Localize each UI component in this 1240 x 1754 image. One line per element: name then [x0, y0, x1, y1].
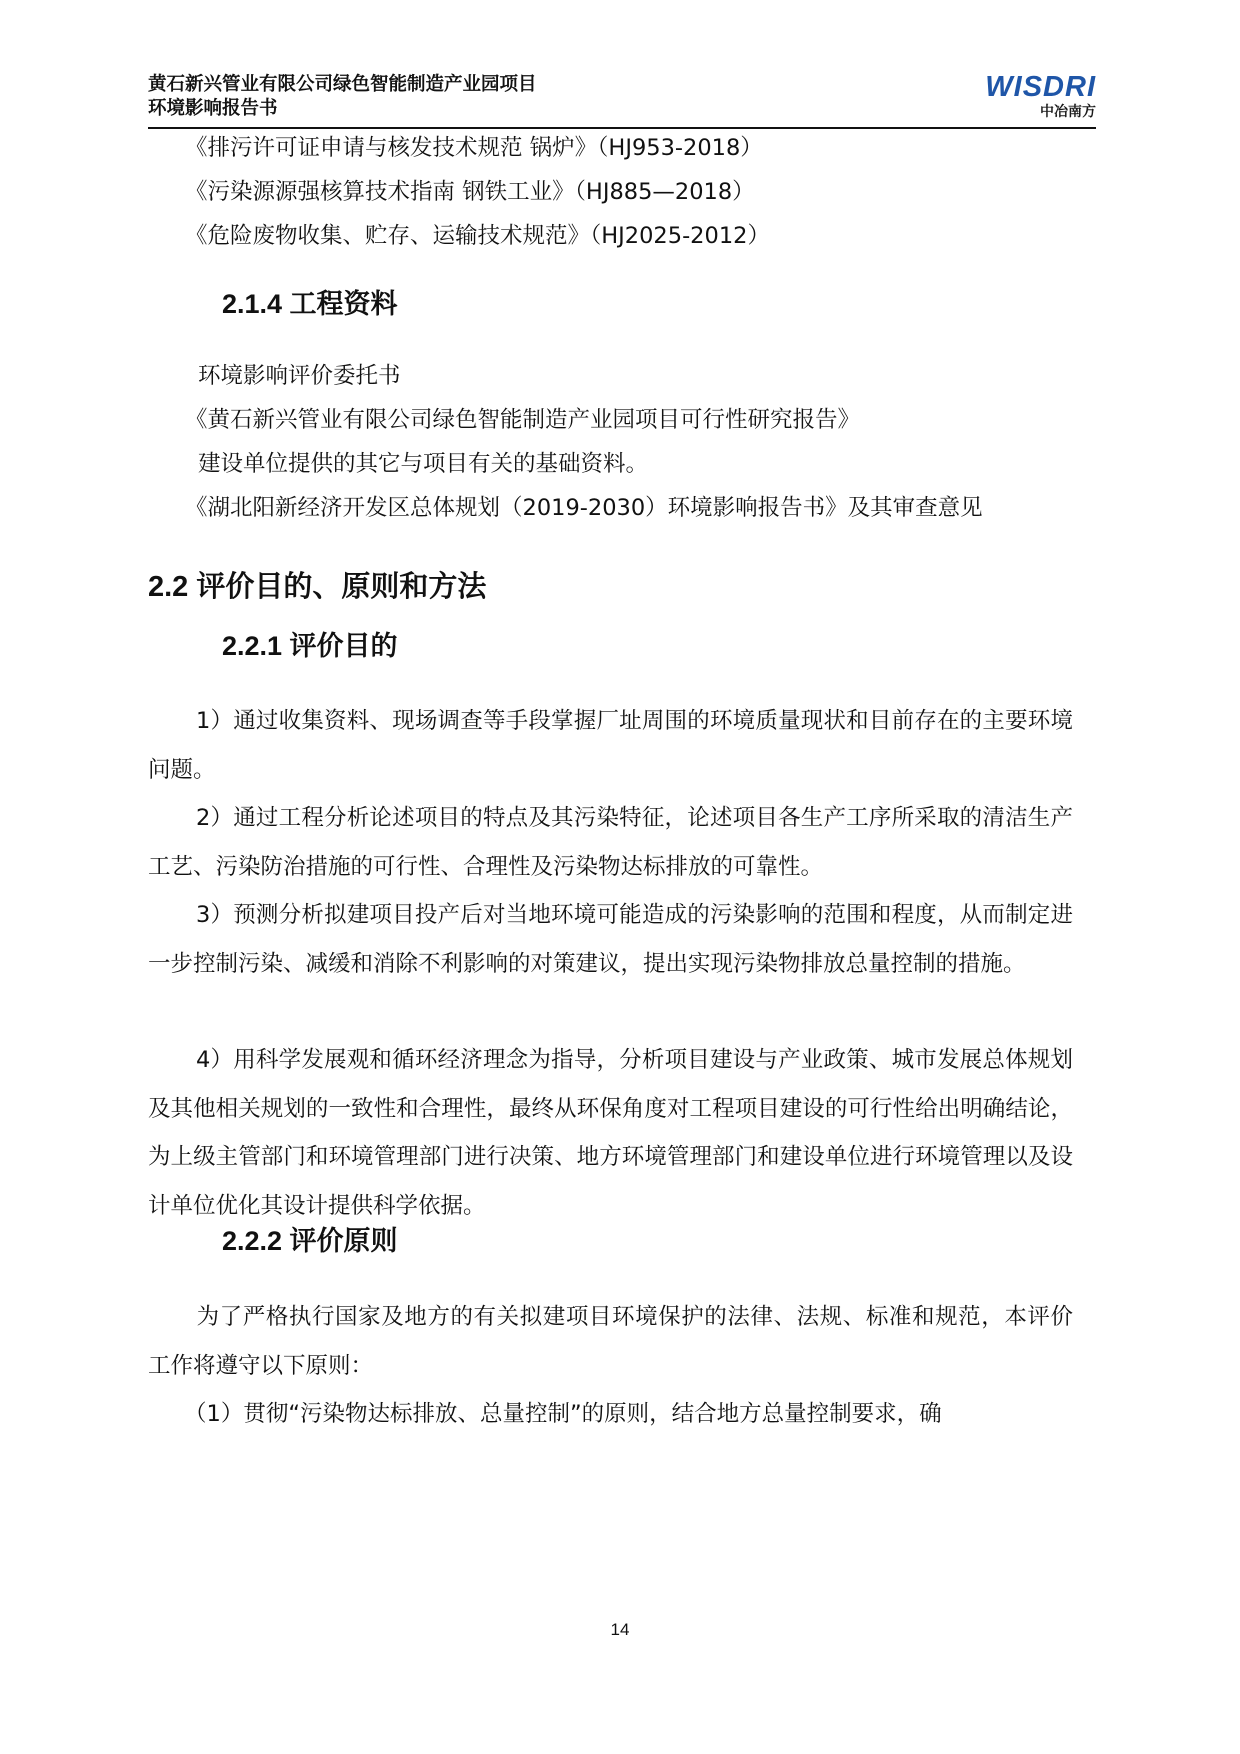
reference-item: 建设单位提供的其它与项目有关的基础资料。 — [198, 451, 649, 477]
reference-item: 环境影响评价委托书 — [198, 363, 401, 389]
header-title-line1: 黄石新兴管业有限公司绿色智能制造产业园项目 — [148, 73, 537, 94]
section-heading-2-2-2: 2.2.2 评价原则 — [222, 1226, 398, 1256]
wisdri-logo-graphic — [926, 72, 1096, 122]
principle-intro-paragraph: 为了严格执行国家及地方的有关拟建项目环境保护的法律、法规、标准和规范，本评价工作将遵守以下原则： — [148, 1304, 1073, 1379]
reference-item: 《排污许可证申请与核发技术规范 锅炉》（HJ953-2018） — [185, 135, 763, 161]
logo-subtitle: 中冶南方 — [1040, 104, 1096, 120]
page-header — [148, 72, 1096, 130]
section-heading-2-1-4: 2.1.4 工程资料 — [222, 289, 398, 319]
objective-paragraph: 4）用科学发展观和循环经济理念为指导，分析项目建设与产业政策、城市发展总体规划及其他相关规划的一致性和合理性，最终从环保角度对工程项目建设的可行性给出明确结论，为上级主管部门和环境管理部门进行决策、地方环境管理部门和建设单位进行环境管理以及设计单位优化其设计提供科学依据。 — [148, 1047, 1073, 1219]
reference-item: 《黄石新兴管业有限公司绿色智能制造产业园项目可行性研究报告》 — [185, 407, 861, 433]
objective-paragraph: 1）通过收集资料、现场调查等手段掌握厂址周围的环境质量现状和目前存在的主要环境问题。 — [148, 708, 1073, 783]
section-heading-2-2-1: 2.2.1 评价目的 — [222, 631, 398, 661]
header-divider — [148, 127, 1096, 129]
header-title-line2: 环境影响报告书 — [148, 97, 278, 118]
reference-item: 《污染源源强核算技术指南 钢铁工业》（HJ885—2018） — [185, 179, 755, 205]
header-title — [148, 72, 537, 120]
objective-paragraph: 3）预测分析拟建项目投产后对当地环境可能造成的污染影响的范围和程度，从而制定进一步控制污染、减缓和消除不利影响的对策建议，提出实现污染物排放总量控制的措施。 — [148, 902, 1073, 977]
wisdri-logo — [926, 72, 1096, 122]
reference-item: 《湖北阳新经济开发区总体规划（2019-2030）环境影响报告书》及其审查意见 — [185, 495, 983, 521]
logo-wordmark: WISDRI — [985, 72, 1096, 103]
section-heading-2-2: 2.2 评价目的、原则和方法 — [148, 571, 487, 603]
reference-item: 《危险废物收集、贮存、运输技术规范》（HJ2025-2012） — [185, 223, 770, 249]
page-number: 14 — [610, 1620, 630, 1639]
objective-paragraph: 2）通过工程分析论述项目的特点及其污染特征，论述项目各生产工序所采取的清洁生产工艺、污染防治措施的可行性、合理性及污染物达标排放的可靠性。 — [148, 805, 1073, 880]
principle-item: （1）贯彻“污染物达标排放、总量控制”的原则，结合地方总量控制要求，确 — [184, 1401, 942, 1427]
